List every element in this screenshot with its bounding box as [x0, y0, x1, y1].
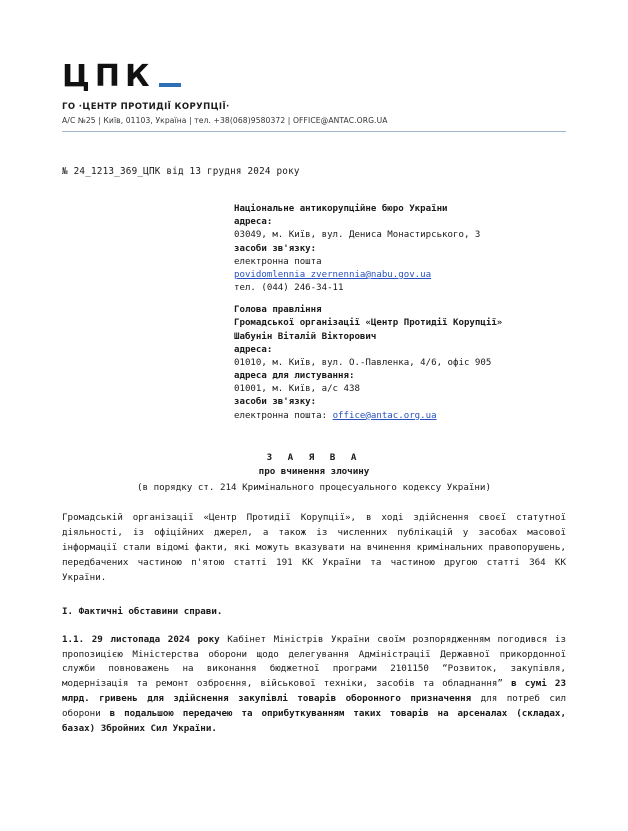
document-title-block	[62, 451, 566, 495]
item-date: 29 листопада 2024 року	[91, 633, 220, 645]
applicant-mailing-label: адреса для листування:	[234, 371, 355, 382]
intro-paragraph: Громадській організації «Центр Протидії Корупції», в ході здійснення своєї статутної діяльності, із офіційних джерел, а також із численних публікацій у засобах масової інформації стали відомі факти, які можуть вказувати на вчинення кримінальних правопорушень, передбачених частиною п'ятою статті 191 КК України та частиною другою статті 364 КК України.	[62, 512, 566, 583]
addressee-address-label: адреса:	[234, 217, 273, 228]
organization-name: ГО ·ЦЕНТР ПРОТИДІЇ КОРУПЦІЇ·	[62, 102, 230, 112]
addressee-address-value: 03049, м. Київ, вул. Дениса Монастирського, 3	[234, 230, 481, 241]
applicant-contacts-label: засоби зв'язку:	[234, 397, 317, 408]
item-text-1: Кабінет Міністрів України своїм розпорядженням погодився із пропозицією Міністерства оборони щодо делегування Адміністрації Державної прикордонної служби повноважень на виконання бюджетної програми 2101150 “Розвиток, закупівля, модернізація та ремонт озброєння, військової техніки, засобів та обладнання”	[62, 633, 566, 690]
addressee-block	[234, 203, 566, 423]
section-1-heading: I. Фактичні обставини справи.	[62, 605, 223, 617]
letterhead	[62, 52, 566, 132]
item-tail: в подальшою передачею та оприбуткуванням таких товарів на арсеналах (складах, базах) Збройних Сил України.	[62, 708, 566, 735]
applicant-address-label: адреса:	[234, 344, 273, 355]
addressee-email-label: електронна пошта	[234, 256, 322, 267]
applicant-email-label: електронна пошта:	[234, 410, 328, 421]
section-1-item-1-1	[62, 633, 566, 737]
item-sum: в сумі 23 млрд. гривень для здійснення закупівлі товарів оборонного призначення	[62, 678, 566, 705]
addressee-name: Національне антикорупційне бюро України	[234, 204, 448, 214]
item-number: 1.1.	[62, 633, 85, 645]
applicant-mailing-value: 01001, м. Київ, а/с 438	[234, 384, 360, 395]
logo	[62, 52, 566, 92]
addressee-email-link[interactable]: povidomlennia_zvernennia@nabu.gov.ua	[234, 269, 432, 280]
blue-dash-accent-icon	[159, 83, 181, 87]
spacer	[234, 295, 566, 304]
document-subtitle: про вчинення злочину	[258, 465, 370, 477]
addressee-phone: тел. (044) 246-34-11	[234, 283, 344, 294]
document-title: З А Я В А	[266, 451, 362, 463]
applicant-role-line1: Голова правління	[234, 305, 322, 316]
applicant-person: Шабунін Віталій Вікторович	[234, 331, 377, 342]
logo-text: ЦПК	[62, 59, 155, 94]
document-number: № 24_1213_369_ЦПК від 13 грудня 2024 року	[62, 166, 300, 177]
addressee-contacts-label: засоби зв'язку:	[234, 243, 317, 254]
letterhead-contacts: А/С №25 | Київ, 01103, Україна | тел. +38(068)9580372 | OFFICE@ANTAC.ORG.UA	[62, 116, 388, 125]
applicant-email-link[interactable]: office@antac.org.ua	[332, 410, 437, 421]
applicant-address-value: 01010, м. Київ, вул. О.-Павленка, 4/6, офіс 905	[234, 357, 492, 368]
item-text-2: для потреб сил оборони	[62, 693, 566, 720]
letterhead-divider	[62, 131, 566, 132]
document-title-note: (в порядку ст. 214 Кримінального процесуального кодексу України)	[136, 482, 491, 494]
applicant-role-line2: Громадської організації «Центр Протидії Корупції»	[234, 318, 503, 329]
